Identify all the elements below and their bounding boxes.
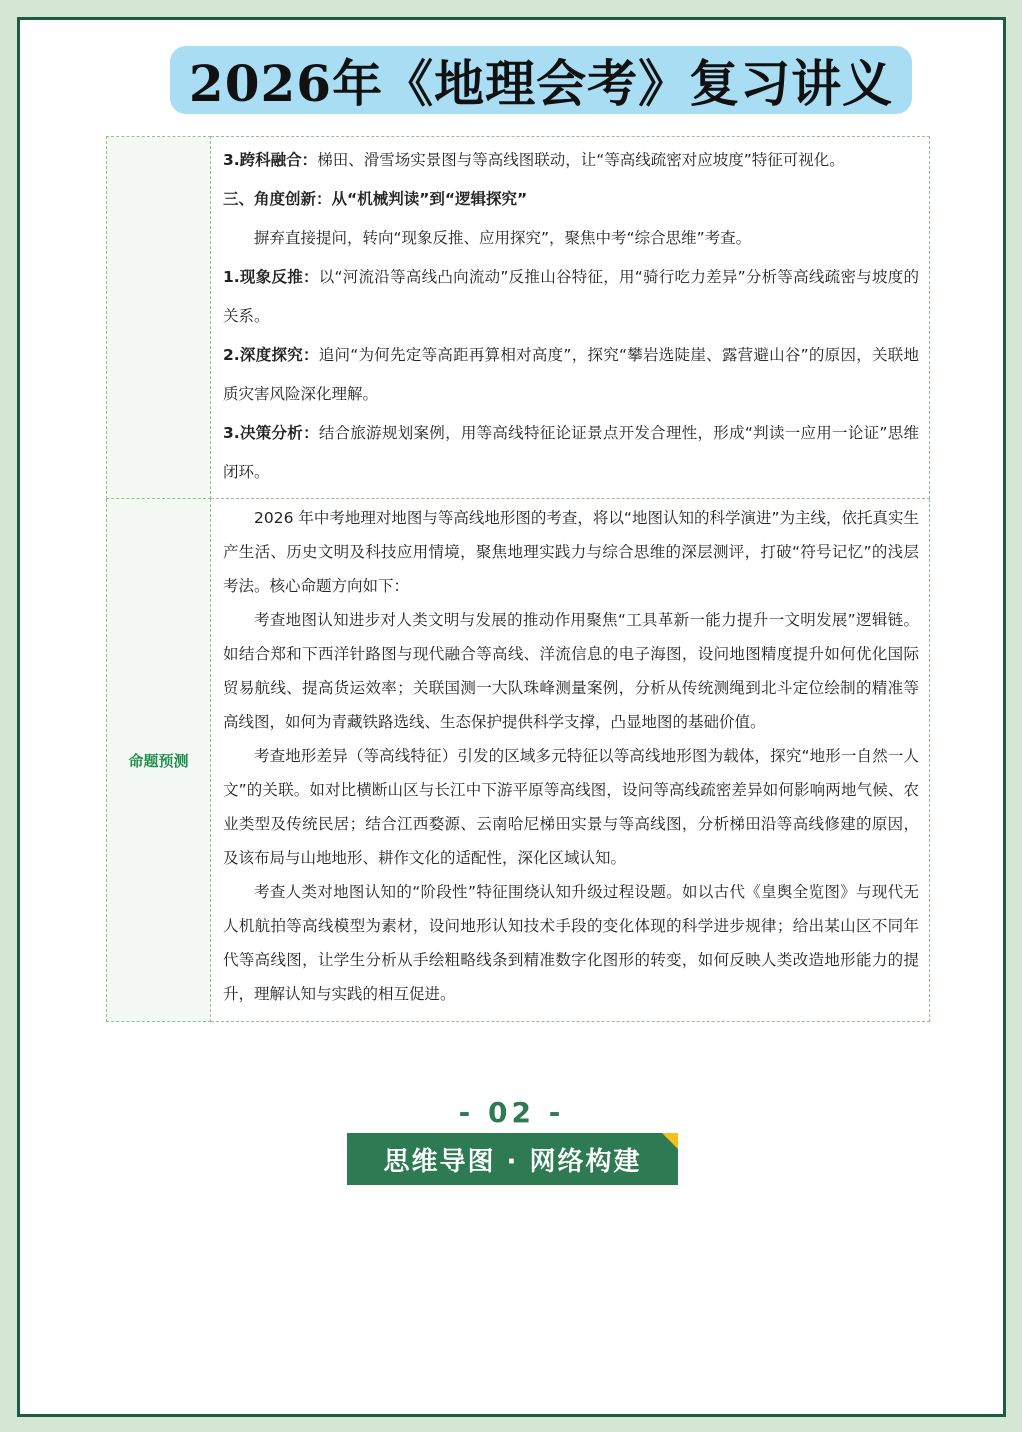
table-row [107, 499, 930, 1022]
paragraph: 考查地形差异（等高线特征）引发的区域多元特征以等高线地形图为载体，探究“地形一自然一人文”的关联。如对比横断山区与长江中下游平原等高线图，设问等高线疏密差异如何影响两地气候、农业类型及传统民居；结合江西婺源、云南哈尼梯田实景与等高线图，分析梯田沿等高线修建的原因，及该布局与山地地形、耕作文化的适配性，深化区域认知。 [223, 747, 919, 867]
paragraph [223, 336, 919, 414]
heading-label: 2.深度探究： [223, 346, 319, 364]
heading-label: 3.决策分析： [223, 424, 319, 442]
paragraph [223, 180, 919, 219]
section-heading: 三、角度创新：从“机械判读”到“逻辑探究” [223, 190, 528, 208]
section-label: 思维导图 · 网络构建 [383, 1146, 642, 1177]
paragraph [223, 141, 919, 180]
paragraph [223, 219, 919, 258]
page-title: 2026年《地理会考》复习讲义 [188, 54, 894, 113]
heading-label: 1.现象反推： [223, 268, 319, 286]
paragraph: 考查人类对地图认知的“阶段性”特征围绕认知升级过程设题。如以古代《皇舆全览图》与现代无人机航拍等高线模型为素材，设问地形认知技术手段的变化体现的科学进步规律；给出某山区不同年代等高线图，让学生分析从手绘粗略线条到精准数字化图形的转变，如何反映人类改造地形能力的提升，理解认知与实践的相互促进。 [223, 883, 919, 1003]
section-banner [347, 1133, 678, 1185]
paragraph [223, 258, 919, 336]
document-page [17, 17, 1006, 1417]
paragraph [223, 414, 919, 492]
paragraph-text: 梯田、滑雪场实景图与等高线图联动，让“等高线疏密对应坡度”特征可视化。 [317, 151, 845, 169]
table-row [107, 137, 930, 499]
content-table [106, 136, 930, 1022]
row-label-cell [107, 137, 211, 499]
row-label-cell [107, 499, 211, 1022]
paragraph: 考查地图认知进步对人类文明与发展的推动作用聚焦“工具革新一能力提升一文明发展”逻辑链。如结合郑和下西洋针路图与现代融合等高线、洋流信息的电子海图，设问地图精度提升如何优化国际贸易航线、提高货运效率；关联国测一大队珠峰测量案例，分析从传统测绳到北斗定位绘制的精准等高线图，如何为青藏铁路选线、生态保护提供科学支撑，凸显地图的基础价值。 [223, 611, 919, 731]
row-label: 命题预测 [128, 751, 189, 770]
paragraph-text: 追问“为何先定等高距再算相对高度”，探究“攀岩选陡崖、露营避山谷”的原因，关联地质灾害风险深化理解。 [223, 346, 919, 403]
paragraph-text: 摒弃直接提问，转向“现象反推、应用探究”，聚焦中考“综合思维”考查。 [254, 229, 752, 247]
section-number: - 02 - [458, 1096, 565, 1129]
paragraph-text: 结合旅游规划案例，用等高线特征论证景点开发合理性，形成“判读一应用一论证”思维闭环。 [223, 424, 919, 481]
heading-label: 3.跨科融合： [223, 151, 318, 169]
paragraph-text: 以“河流沿等高线凸向流动”反推山谷特征，用“骑行吃力差异”分析等高线疏密与坡度的关系。 [223, 268, 919, 325]
row-body-cell [211, 499, 930, 1022]
title-banner [170, 46, 912, 114]
corner-accent [662, 1133, 678, 1149]
row-body-cell [211, 137, 930, 499]
paragraph: 2026 年中考地理对地图与等高线地形图的考查，将以“地图认知的科学演进”为主线，依托真实生产生活、历史文明及科技应用情境，聚焦地理实践力与综合思维的深层测评，打破“符号记忆”的浅层考法。核心命题方向如下： [223, 509, 919, 595]
